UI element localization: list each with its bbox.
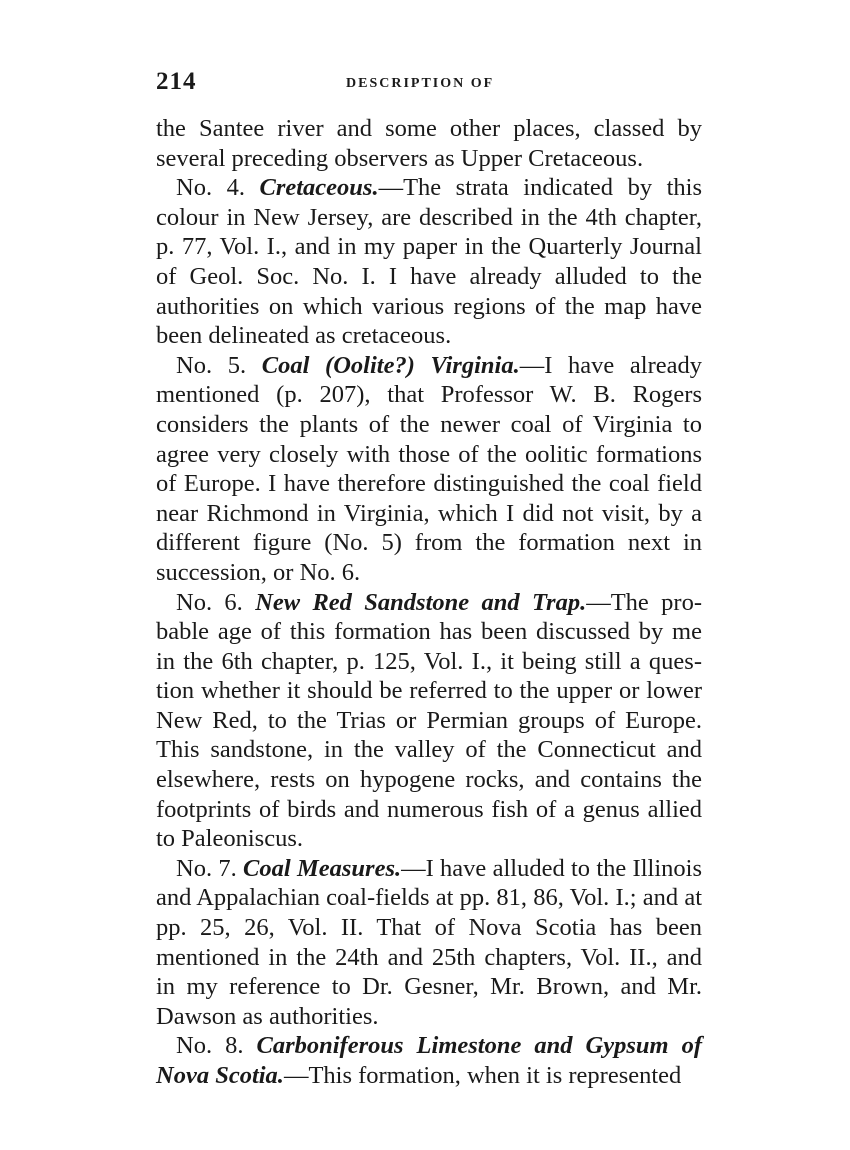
paragraph-text: —I have already mentioned (p. 207), that Professor W. B. Rogers considers the plants of the newer coal of Virginia to agree very closely with those of the oolitic formations of Europe. I have therefore distinguished the coal field near Richmond in Virginia, which I did not visit, by a different figure (No. 5) from the formation next in succession, or No. 6. [156, 351, 702, 586]
body-text [156, 114, 702, 1091]
paragraph [156, 588, 702, 854]
paragraph [156, 854, 702, 1032]
section-heading: New Red Sandstone and Trap. [255, 588, 587, 616]
paragraph-text: —This formation, when it is represented [283, 1062, 682, 1089]
paragraph-number: No. 7. [176, 854, 244, 882]
paragraph-number: No. 8. [176, 1032, 257, 1060]
paragraph-number: No. 6. [176, 588, 256, 616]
paragraph-number: No. 4. [176, 174, 260, 202]
book-page [156, 68, 702, 1091]
paragraph [156, 1031, 702, 1090]
paragraph [156, 114, 702, 173]
section-heading: Cretaceous. [259, 174, 379, 202]
section-heading: Coal Measures. [243, 854, 402, 882]
paragraph-text: the Santee river and some other places, classed by several preceding observers as Upper Cretaceous. [156, 115, 702, 172]
running-head [156, 68, 702, 104]
paragraph [156, 351, 702, 588]
running-title: DESCRIPTION OF [346, 76, 495, 91]
paragraph-text: —The strata indicated by this colour in New Jersey, are described in the 4th chapter, p. 77, Vol. I., and in my paper in the Quarterly Journal of Geol. Soc. No. I. I have already alluded to the authorities on which various regions of the map have been delineated as cretaceous. [156, 174, 702, 350]
paragraph-text: —I have alluded to the Illinois and Appalachian coal-fields at pp. 81, 86, Vol. I.; and at pp. 25, 26, Vol. II. That of Nova Scotia has been mentioned in the 24th and 25th chapters, Vol. II., and in my reference to Dr. Gesner, Mr. Brown, and Mr. Dawson as authorities. [156, 854, 702, 1030]
paragraph [156, 173, 702, 351]
paragraph-text: —The probable age of this formation has been discussed by me in the 6th chapter, p. 125, Vol. I., it being still a question whether it should be referred to the upper or lower New Red, to the Trias or Permian groups of Europe. This sandstone, in the valley of the Connecticut and elsewhere, rests on hypogene rocks, and contains the footprints of birds and numerous fish of a genus allied to Paleoniscus. [156, 588, 703, 853]
page-number: 214 [156, 68, 197, 95]
paragraph-number: No. 5. [176, 351, 262, 379]
section-heading: Coal (Oolite?) Virginia. [261, 351, 520, 379]
section-heading: Carboniferous Limestone and Gypsum of Nova Scotia. [156, 1032, 702, 1089]
